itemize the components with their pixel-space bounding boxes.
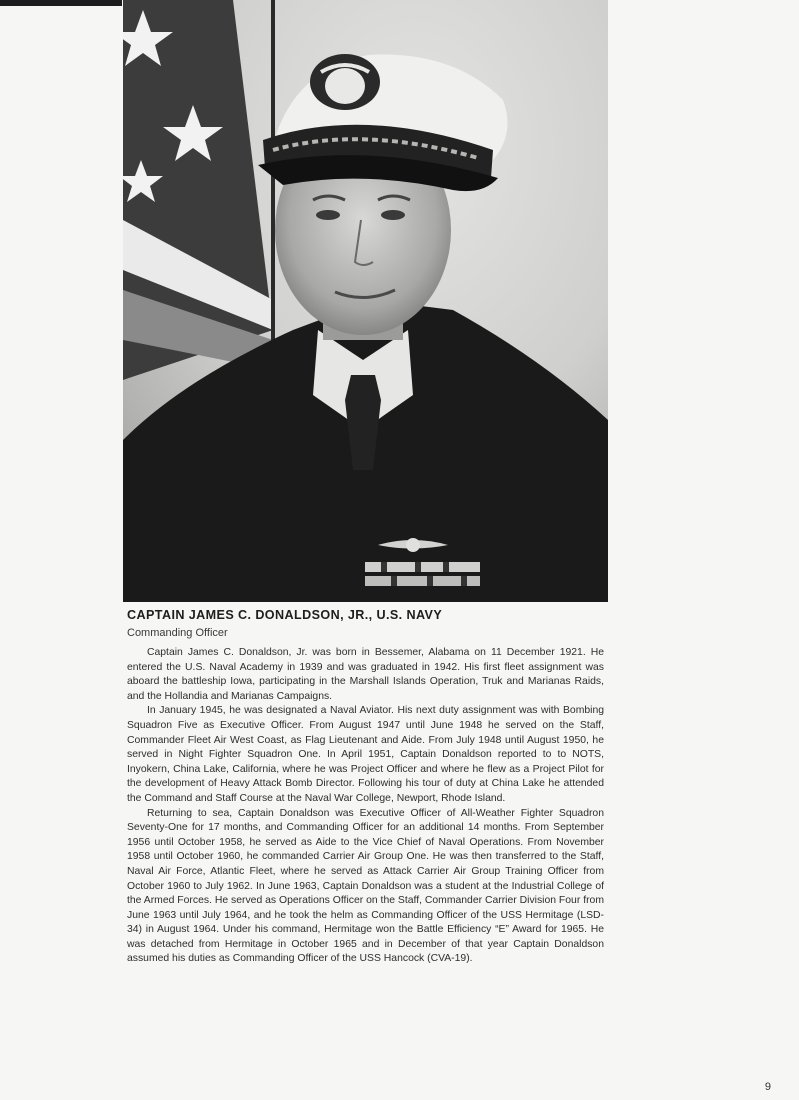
bio-paragraph: Returning to sea, Captain Donaldson was Executive Officer of All-Weather Fighter Squadron Seventy-One for 17 months, and Commanding Officer for an additional 14 months. From September 1956 until October 1958, he served as Aide to the Vice Chief of Naval Operations. From November 1958 until October 1960, he commanded Carrier Air Group One. He was then transferred to the Staff, Naval Air Force, Atlantic Fleet, where he served as Attack Carrier Air Group Training Officer from October 1960 to July 1962. In June 1963, Captain Donaldson was a student at the Industrial College of the Armed Forces. He served as Operations Officer on the Staff, Commander Carrier Division Four from June 1963 until July 1964, and he took the helm as Commanding Officer of the USS Hermitage (LSD-34) in August 1964. Under his command, Hermitage won the Battle Efficiency “E” Award for 1965. He was detached from Hermitage in October 1965 and in December of that year Captain Donaldson assumed his duties as Commanding Officer of the USS Hancock (CVA-19). [127, 807, 604, 965]
bio-paragraph: Captain James C. Donaldson, Jr. was born in Bessemer, Alabama on 11 December 1921. He entered the U.S. Naval Academy in 1939 and was graduated in 1942. His first fleet assignment was aboard the battleship Iowa, participating in the Marshall Islands Operation, Truk and Marianas Raids, and the Hollandia and Marianas Campaigns. [127, 647, 604, 702]
portrait-photo [123, 0, 608, 602]
bio-paragraph: In January 1945, he was designated a Naval Aviator. His next duty assignment was with Bombing Squadron Five as Executive Officer. From August 1947 until June 1948 he served on the Staff, Commander Fleet Air West Coast, as Flag Lieutenant and Aide. From July 1948 until August 1950, he served in Night Fighter Squadron One. In April 1951, Captain Donaldson reported to to NOTS, Inyokern, China Lake, California, where he was Project Officer and where he flew as a Project Pilot for the development of Heavy Attack Bomb Director. Following his tour of duty at China Lake he attended the Command and Staff Course at the Naval War College, Newport, Rhode Island. [127, 705, 604, 804]
officer-name-heading: CAPTAIN JAMES C. DONALDSON, JR., U.S. NAVY [127, 608, 443, 622]
page-number: 9 [764, 1081, 771, 1093]
biography-text [127, 646, 604, 967]
page-edge-bar [0, 0, 122, 6]
officer-role: Commanding Officer [127, 627, 228, 639]
